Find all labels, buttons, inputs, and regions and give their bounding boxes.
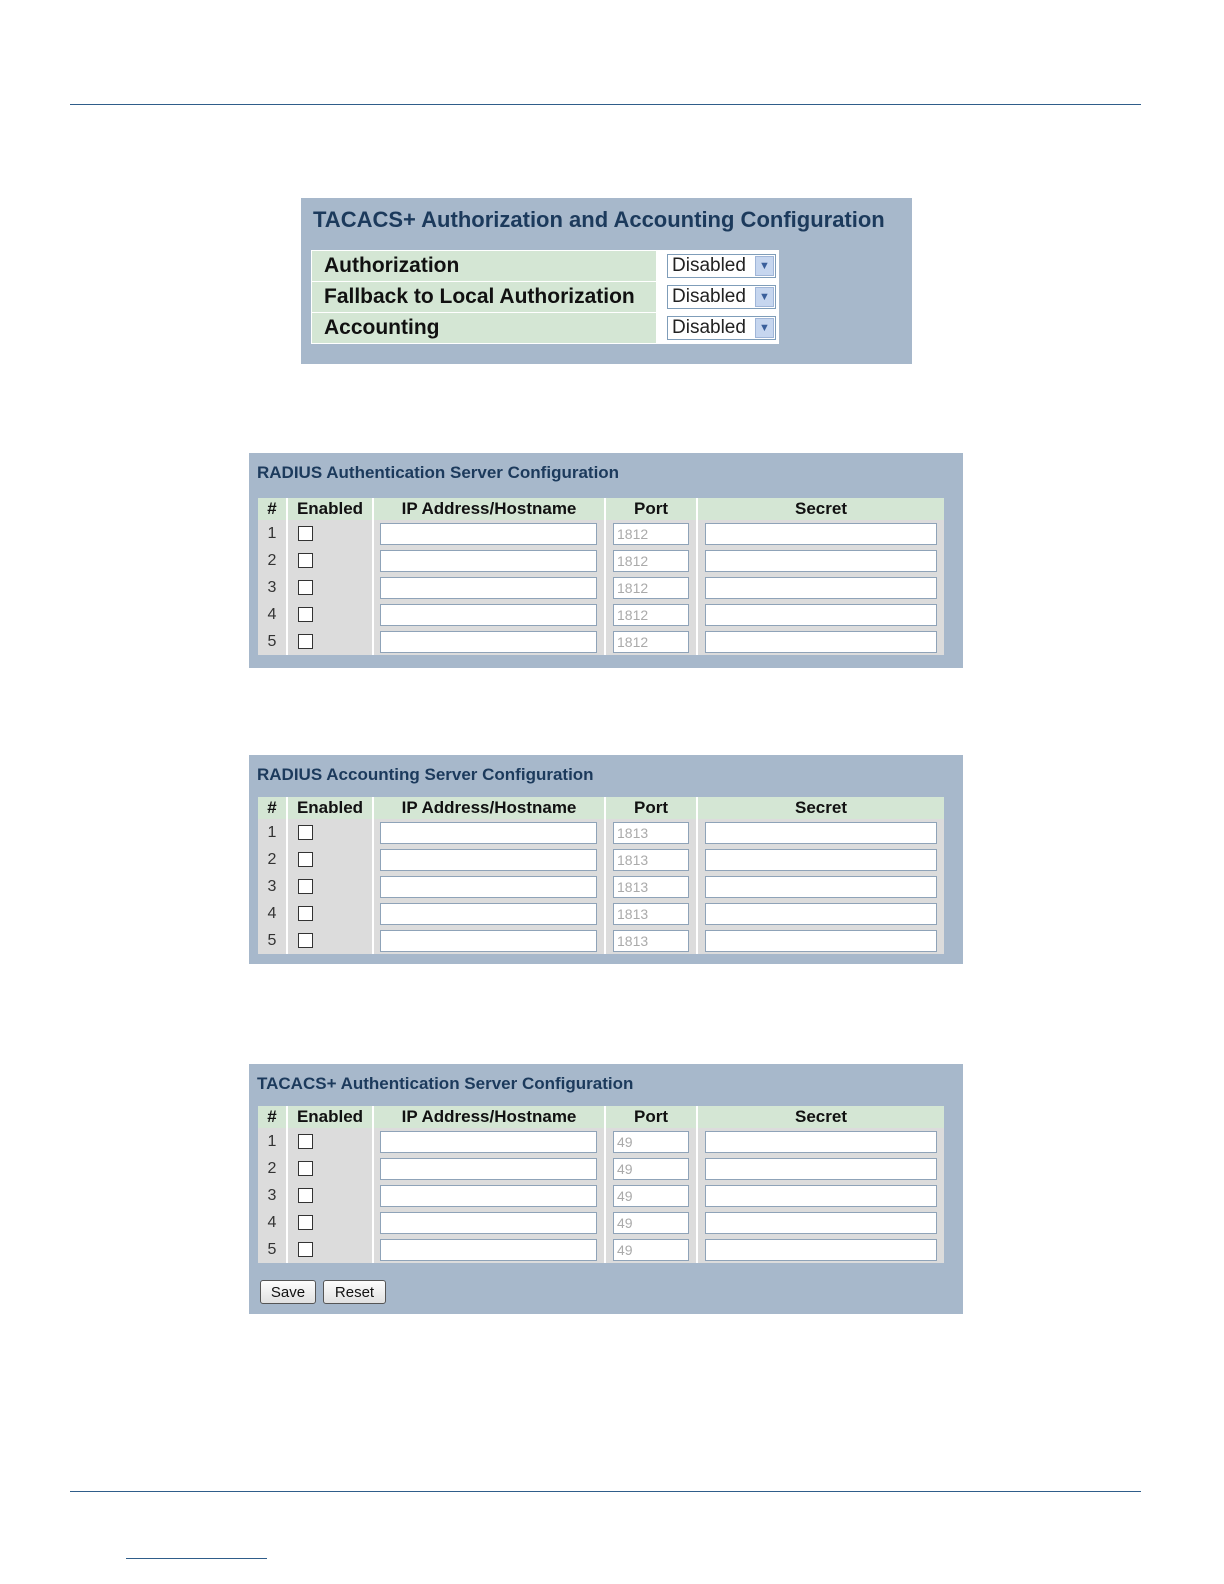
ip-cell bbox=[374, 1155, 606, 1182]
port-cell bbox=[606, 1209, 698, 1236]
enabled-checkbox[interactable] bbox=[298, 553, 313, 568]
accounting-label: Accounting bbox=[312, 313, 657, 344]
ip-address-input[interactable] bbox=[380, 1212, 597, 1234]
secret-cell bbox=[698, 520, 944, 547]
authorization-label: Authorization bbox=[312, 251, 657, 282]
accounting-select[interactable] bbox=[667, 316, 776, 340]
enabled-cell bbox=[288, 601, 374, 628]
port-cell bbox=[606, 819, 698, 846]
ip-cell bbox=[374, 520, 606, 547]
enabled-cell bbox=[288, 574, 374, 601]
enabled-cell bbox=[288, 900, 374, 927]
authorization-table bbox=[311, 250, 779, 344]
col-header-enabled: Enabled bbox=[288, 1106, 374, 1128]
port-input[interactable]: 1813 bbox=[613, 876, 689, 898]
secret-cell bbox=[698, 1182, 944, 1209]
enabled-cell bbox=[288, 819, 374, 846]
enabled-checkbox[interactable] bbox=[298, 825, 313, 840]
port-cell bbox=[606, 520, 698, 547]
fallback-label: Fallback to Local Authorization bbox=[312, 282, 657, 313]
port-input[interactable]: 1812 bbox=[613, 631, 689, 653]
ip-cell bbox=[374, 927, 606, 954]
secret-input[interactable] bbox=[705, 930, 937, 952]
ip-cell bbox=[374, 628, 606, 655]
enabled-checkbox[interactable] bbox=[298, 906, 313, 921]
ip-address-input[interactable] bbox=[380, 523, 597, 545]
table-row bbox=[258, 1155, 944, 1182]
secret-input[interactable] bbox=[705, 903, 937, 925]
port-input[interactable]: 1813 bbox=[613, 903, 689, 925]
secret-input[interactable] bbox=[705, 849, 937, 871]
enabled-checkbox[interactable] bbox=[298, 1242, 313, 1257]
col-header-secret: Secret bbox=[698, 1106, 944, 1128]
col-header-port: Port bbox=[606, 797, 698, 819]
enabled-checkbox[interactable] bbox=[298, 607, 313, 622]
panel-title: RADIUS Authentication Server Configuration bbox=[257, 463, 620, 482]
radius-accounting-panel bbox=[249, 755, 963, 964]
table-header-row bbox=[258, 797, 944, 819]
radius-auth-table bbox=[258, 498, 944, 655]
table-row bbox=[258, 1236, 944, 1263]
enabled-checkbox[interactable] bbox=[298, 852, 313, 867]
ip-cell bbox=[374, 1209, 606, 1236]
table-row bbox=[258, 1182, 944, 1209]
col-header-secret: Secret bbox=[698, 498, 944, 520]
ip-address-input[interactable] bbox=[380, 930, 597, 952]
enabled-cell bbox=[288, 520, 374, 547]
authorization-select[interactable] bbox=[667, 254, 776, 278]
accounting-row bbox=[312, 313, 779, 344]
ip-cell bbox=[374, 1236, 606, 1263]
enabled-cell bbox=[288, 1128, 374, 1155]
enabled-cell bbox=[288, 1182, 374, 1209]
enabled-checkbox[interactable] bbox=[298, 933, 313, 948]
secret-input[interactable] bbox=[705, 1131, 937, 1153]
ip-address-input[interactable] bbox=[380, 550, 597, 572]
port-cell bbox=[606, 900, 698, 927]
row-number: 1 bbox=[258, 819, 288, 846]
col-header-number: # bbox=[258, 1106, 288, 1128]
ip-address-input[interactable] bbox=[380, 849, 597, 871]
enabled-checkbox[interactable] bbox=[298, 580, 313, 595]
ip-address-input[interactable] bbox=[380, 1239, 597, 1261]
port-cell bbox=[606, 927, 698, 954]
secret-input[interactable] bbox=[705, 876, 937, 898]
secret-input[interactable] bbox=[705, 1239, 937, 1261]
chevron-down-icon[interactable]: ▼ bbox=[755, 287, 774, 307]
footer-link-underline bbox=[126, 1558, 267, 1559]
port-input[interactable]: 1812 bbox=[613, 577, 689, 599]
secret-cell bbox=[698, 1236, 944, 1263]
ip-cell bbox=[374, 601, 606, 628]
secret-cell bbox=[698, 1128, 944, 1155]
ip-address-input[interactable] bbox=[380, 577, 597, 599]
row-number: 3 bbox=[258, 873, 288, 900]
col-header-ip-address: IP Address/Hostname bbox=[374, 797, 606, 819]
select-value: Disabled bbox=[672, 286, 746, 307]
port-cell bbox=[606, 1236, 698, 1263]
enabled-cell bbox=[288, 1155, 374, 1182]
panel-title: TACACS+ Authentication Server Configuration bbox=[257, 1074, 634, 1093]
table-row bbox=[258, 873, 944, 900]
ip-address-input[interactable] bbox=[380, 1131, 597, 1153]
tacacs-authorization-panel bbox=[301, 198, 912, 364]
row-number: 2 bbox=[258, 1155, 288, 1182]
table-row bbox=[258, 601, 944, 628]
secret-input[interactable] bbox=[705, 822, 937, 844]
enabled-checkbox[interactable] bbox=[298, 526, 313, 541]
ip-address-input[interactable] bbox=[380, 1158, 597, 1180]
port-cell bbox=[606, 873, 698, 900]
row-number: 5 bbox=[258, 927, 288, 954]
enabled-cell bbox=[288, 1209, 374, 1236]
table-row bbox=[258, 628, 944, 655]
panel-title: TACACS+ Authorization and Accounting Configuration bbox=[313, 207, 885, 232]
secret-input[interactable] bbox=[705, 1212, 937, 1234]
row-number: 4 bbox=[258, 1209, 288, 1236]
table-header-row bbox=[258, 498, 944, 520]
ip-address-input[interactable] bbox=[380, 1185, 597, 1207]
port-input[interactable]: 49 bbox=[613, 1212, 689, 1234]
secret-input[interactable] bbox=[705, 604, 937, 626]
col-header-port: Port bbox=[606, 1106, 698, 1128]
secret-cell bbox=[698, 547, 944, 574]
enabled-cell bbox=[288, 1236, 374, 1263]
secret-input[interactable] bbox=[705, 631, 937, 653]
row-number: 4 bbox=[258, 601, 288, 628]
secret-cell bbox=[698, 900, 944, 927]
enabled-checkbox[interactable] bbox=[298, 1161, 313, 1176]
enabled-checkbox[interactable] bbox=[298, 1188, 313, 1203]
table-row bbox=[258, 520, 944, 547]
header-rule bbox=[70, 104, 1141, 105]
select-value: Disabled bbox=[672, 317, 746, 338]
secret-cell bbox=[698, 873, 944, 900]
ip-cell bbox=[374, 873, 606, 900]
secret-cell bbox=[698, 574, 944, 601]
chevron-down-icon[interactable]: ▼ bbox=[755, 256, 774, 276]
table-row bbox=[258, 1209, 944, 1236]
ip-cell bbox=[374, 547, 606, 574]
secret-cell bbox=[698, 601, 944, 628]
secret-input[interactable] bbox=[705, 523, 937, 545]
port-input[interactable]: 1813 bbox=[613, 930, 689, 952]
port-input[interactable]: 49 bbox=[613, 1131, 689, 1153]
enabled-checkbox[interactable] bbox=[298, 1134, 313, 1149]
enabled-checkbox[interactable] bbox=[298, 1215, 313, 1230]
port-cell bbox=[606, 1182, 698, 1209]
secret-cell bbox=[698, 628, 944, 655]
port-input[interactable]: 49 bbox=[613, 1158, 689, 1180]
ip-cell bbox=[374, 846, 606, 873]
port-cell bbox=[606, 1128, 698, 1155]
ip-cell bbox=[374, 900, 606, 927]
table-row bbox=[258, 1128, 944, 1155]
reset-button[interactable]: Reset bbox=[323, 1280, 386, 1304]
port-cell bbox=[606, 601, 698, 628]
secret-input[interactable] bbox=[705, 1185, 937, 1207]
port-input[interactable]: 1813 bbox=[613, 822, 689, 844]
port-input[interactable]: 1813 bbox=[613, 849, 689, 871]
col-header-ip-address: IP Address/Hostname bbox=[374, 498, 606, 520]
port-cell bbox=[606, 846, 698, 873]
secret-cell bbox=[698, 927, 944, 954]
secret-cell bbox=[698, 1155, 944, 1182]
ip-cell bbox=[374, 1182, 606, 1209]
port-input[interactable]: 1812 bbox=[613, 604, 689, 626]
ip-address-input[interactable] bbox=[380, 822, 597, 844]
table-header-row bbox=[258, 1106, 944, 1128]
tacacs-auth-table bbox=[258, 1106, 944, 1263]
col-header-secret: Secret bbox=[698, 797, 944, 819]
port-input[interactable]: 1812 bbox=[613, 523, 689, 545]
enabled-cell bbox=[288, 846, 374, 873]
secret-cell bbox=[698, 1209, 944, 1236]
ip-address-input[interactable] bbox=[380, 876, 597, 898]
port-cell bbox=[606, 547, 698, 574]
secret-input[interactable] bbox=[705, 577, 937, 599]
row-number: 5 bbox=[258, 628, 288, 655]
col-header-port: Port bbox=[606, 498, 698, 520]
ip-address-input[interactable] bbox=[380, 903, 597, 925]
enabled-cell bbox=[288, 547, 374, 574]
row-number: 3 bbox=[258, 1182, 288, 1209]
table-row bbox=[258, 574, 944, 601]
enabled-checkbox[interactable] bbox=[298, 879, 313, 894]
table-row bbox=[258, 846, 944, 873]
col-header-enabled: Enabled bbox=[288, 498, 374, 520]
secret-input[interactable] bbox=[705, 1158, 937, 1180]
radius-acct-table bbox=[258, 797, 944, 954]
row-number: 3 bbox=[258, 574, 288, 601]
enabled-checkbox[interactable] bbox=[298, 634, 313, 649]
port-input[interactable]: 49 bbox=[613, 1185, 689, 1207]
select-value: Disabled bbox=[672, 255, 746, 276]
port-input[interactable]: 1812 bbox=[613, 550, 689, 572]
col-header-ip-address: IP Address/Hostname bbox=[374, 1106, 606, 1128]
ip-address-input[interactable] bbox=[380, 604, 597, 626]
row-number: 1 bbox=[258, 520, 288, 547]
footer-rule bbox=[70, 1491, 1141, 1492]
table-row bbox=[258, 927, 944, 954]
ip-cell bbox=[374, 574, 606, 601]
col-header-number: # bbox=[258, 498, 288, 520]
panel-title: RADIUS Accounting Server Configuration bbox=[257, 765, 594, 784]
ip-cell bbox=[374, 819, 606, 846]
save-button[interactable]: Save bbox=[260, 1280, 316, 1304]
fallback-select[interactable] bbox=[667, 285, 776, 309]
row-number: 4 bbox=[258, 900, 288, 927]
col-header-enabled: Enabled bbox=[288, 797, 374, 819]
enabled-cell bbox=[288, 927, 374, 954]
table-row bbox=[258, 900, 944, 927]
port-cell bbox=[606, 574, 698, 601]
ip-cell bbox=[374, 1128, 606, 1155]
port-cell bbox=[606, 628, 698, 655]
table-row bbox=[258, 547, 944, 574]
authorization-row bbox=[312, 251, 779, 282]
port-cell bbox=[606, 1155, 698, 1182]
col-header-number: # bbox=[258, 797, 288, 819]
row-number: 5 bbox=[258, 1236, 288, 1263]
chevron-down-icon[interactable]: ▼ bbox=[755, 318, 774, 338]
secret-input[interactable] bbox=[705, 550, 937, 572]
row-number: 1 bbox=[258, 1128, 288, 1155]
port-input[interactable]: 49 bbox=[613, 1239, 689, 1261]
row-number: 2 bbox=[258, 547, 288, 574]
tacacs-authentication-panel bbox=[249, 1064, 963, 1314]
table-row bbox=[258, 819, 944, 846]
enabled-cell bbox=[288, 873, 374, 900]
secret-cell bbox=[698, 819, 944, 846]
fallback-row bbox=[312, 282, 779, 313]
enabled-cell bbox=[288, 628, 374, 655]
row-number: 2 bbox=[258, 846, 288, 873]
ip-address-input[interactable] bbox=[380, 631, 597, 653]
secret-cell bbox=[698, 846, 944, 873]
radius-authentication-panel bbox=[249, 453, 963, 668]
